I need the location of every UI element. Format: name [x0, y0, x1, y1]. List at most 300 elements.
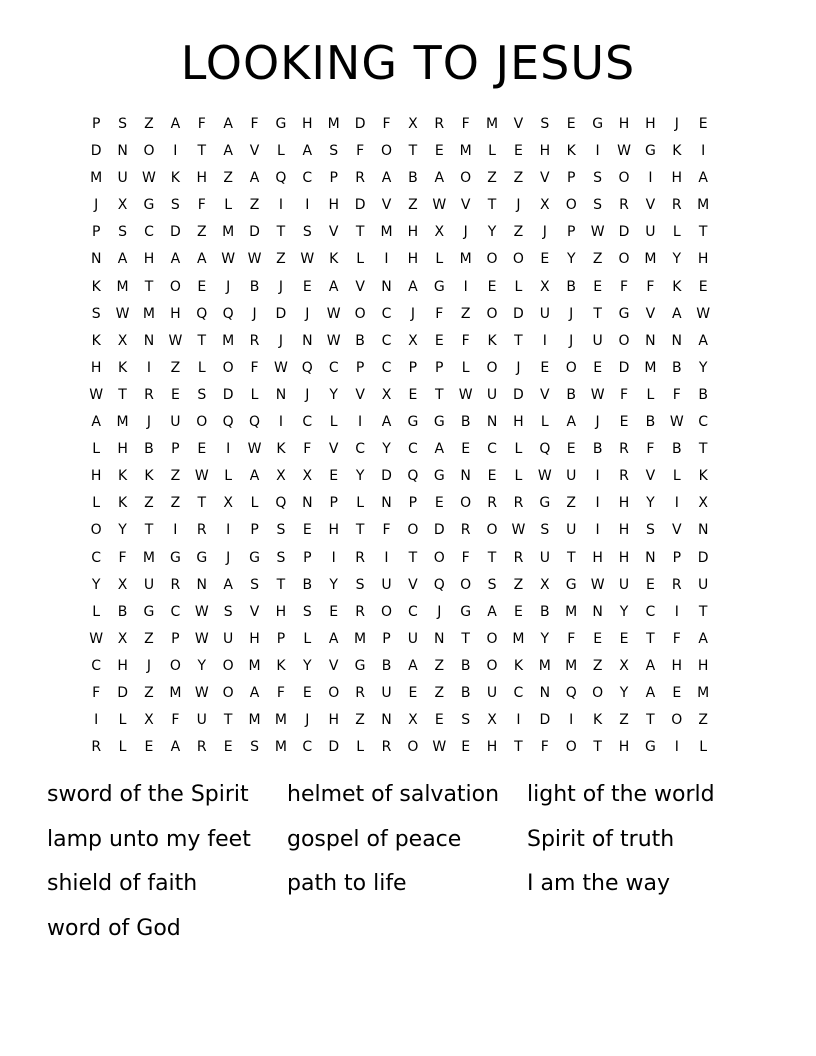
- grid-letter[interactable]: W: [617, 143, 631, 160]
- grid-letter[interactable]: H: [117, 657, 128, 674]
- grid-letter[interactable]: G: [249, 549, 260, 566]
- grid-letter[interactable]: W: [89, 386, 104, 403]
- grid-letter[interactable]: V: [355, 386, 365, 403]
- grid-letter[interactable]: V: [645, 305, 656, 322]
- grid-letter[interactable]: D: [513, 305, 524, 322]
- grid-letter[interactable]: S: [645, 522, 655, 539]
- grid-letter[interactable]: L: [118, 739, 127, 756]
- grid-letter[interactable]: L: [92, 495, 101, 512]
- grid-letter[interactable]: A: [645, 657, 656, 674]
- grid-letter[interactable]: A: [408, 657, 418, 674]
- grid-letter[interactable]: W: [326, 305, 341, 322]
- grid-letter[interactable]: W: [590, 224, 605, 241]
- grid-letter[interactable]: A: [249, 170, 260, 187]
- grid-letter[interactable]: S: [461, 712, 471, 729]
- grid-letter[interactable]: N: [434, 630, 445, 647]
- grid-letter[interactable]: U: [170, 414, 181, 431]
- grid-letter[interactable]: T: [223, 712, 233, 729]
- grid-letter[interactable]: M: [538, 657, 551, 674]
- grid-letter[interactable]: B: [698, 386, 708, 403]
- grid-letter[interactable]: W: [221, 251, 236, 268]
- grid-letter[interactable]: K: [487, 332, 497, 349]
- grid-letter[interactable]: Z: [249, 197, 260, 214]
- grid-letter[interactable]: O: [486, 305, 498, 322]
- grid-letter[interactable]: T: [514, 739, 523, 756]
- grid-letter[interactable]: O: [460, 170, 472, 187]
- grid-letter[interactable]: J: [516, 359, 521, 376]
- grid-letter[interactable]: U: [698, 576, 709, 593]
- grid-letter[interactable]: G: [433, 414, 445, 431]
- grid-letter[interactable]: W: [194, 630, 209, 647]
- grid-letter[interactable]: Z: [144, 630, 154, 647]
- grid-letter[interactable]: X: [408, 116, 418, 132]
- grid-letter[interactable]: R: [91, 739, 102, 756]
- grid-letter[interactable]: B: [592, 441, 603, 458]
- grid-letter[interactable]: M: [565, 657, 578, 674]
- grid-letter[interactable]: U: [566, 468, 577, 485]
- grid-letter[interactable]: T: [197, 143, 207, 160]
- grid-letter[interactable]: G: [539, 495, 551, 512]
- grid-letter[interactable]: G: [196, 549, 208, 566]
- grid-letter[interactable]: V: [381, 197, 392, 214]
- grid-letter[interactable]: W: [432, 197, 447, 214]
- grid-letter[interactable]: T: [434, 386, 444, 403]
- grid-letter[interactable]: L: [277, 143, 285, 160]
- grid-letter[interactable]: K: [144, 468, 154, 485]
- grid-letter[interactable]: N: [460, 468, 471, 485]
- grid-letter[interactable]: G: [275, 116, 287, 132]
- grid-letter[interactable]: A: [117, 251, 128, 268]
- grid-letter[interactable]: E: [197, 441, 207, 458]
- grid-letter[interactable]: Z: [619, 712, 629, 729]
- grid-letter[interactable]: Y: [698, 359, 708, 376]
- grid-letter[interactable]: F: [619, 386, 629, 403]
- grid-letter[interactable]: H: [407, 224, 419, 241]
- grid-letter[interactable]: Z: [592, 251, 603, 268]
- grid-letter[interactable]: E: [645, 576, 655, 593]
- grid-letter[interactable]: V: [645, 468, 656, 485]
- grid-letter[interactable]: A: [170, 116, 181, 132]
- grid-letter[interactable]: G: [644, 143, 656, 160]
- grid-letter[interactable]: K: [276, 441, 286, 458]
- grid-letter[interactable]: F: [118, 549, 127, 566]
- grid-letter[interactable]: O: [618, 332, 630, 349]
- grid-letter[interactable]: T: [197, 332, 207, 349]
- grid-letter[interactable]: S: [276, 549, 286, 566]
- grid-letter[interactable]: N: [381, 495, 392, 512]
- grid-letter[interactable]: C: [302, 170, 313, 187]
- grid-letter[interactable]: O: [512, 251, 524, 268]
- grid-letter[interactable]: K: [170, 170, 180, 187]
- grid-letter[interactable]: L: [435, 251, 444, 268]
- grid-letter[interactable]: Q: [275, 170, 287, 187]
- grid-letter[interactable]: I: [516, 712, 521, 729]
- grid-letter[interactable]: F: [672, 630, 681, 647]
- grid-letter[interactable]: E: [698, 116, 708, 132]
- grid-letter[interactable]: C: [513, 684, 524, 701]
- grid-letter[interactable]: S: [302, 603, 312, 620]
- grid-letter[interactable]: R: [513, 495, 524, 512]
- grid-letter[interactable]: L: [514, 441, 523, 458]
- grid-letter[interactable]: V: [460, 197, 471, 214]
- grid-letter[interactable]: Q: [196, 305, 208, 322]
- grid-letter[interactable]: W: [247, 251, 262, 268]
- grid-letter[interactable]: X: [540, 576, 550, 593]
- grid-letter[interactable]: M: [354, 630, 367, 647]
- grid-letter[interactable]: V: [408, 576, 418, 593]
- grid-letter[interactable]: F: [250, 359, 259, 376]
- grid-letter[interactable]: O: [565, 359, 577, 376]
- grid-letter[interactable]: B: [144, 441, 154, 458]
- grid-letter[interactable]: K: [672, 278, 682, 295]
- grid-letter[interactable]: V: [672, 522, 682, 539]
- grid-letter[interactable]: Y: [672, 251, 682, 268]
- grid-letter[interactable]: D: [618, 224, 630, 241]
- grid-letter[interactable]: G: [407, 414, 419, 431]
- grid-letter[interactable]: N: [381, 278, 392, 295]
- grid-letter[interactable]: E: [408, 684, 418, 701]
- grid-letter[interactable]: T: [461, 630, 470, 647]
- grid-letter[interactable]: M: [327, 116, 340, 132]
- grid-letter[interactable]: H: [328, 712, 339, 729]
- grid-letter[interactable]: G: [169, 549, 181, 566]
- grid-letter[interactable]: P: [382, 630, 391, 647]
- grid-letter[interactable]: C: [302, 414, 313, 431]
- grid-letter[interactable]: Y: [566, 251, 576, 268]
- grid-letter[interactable]: Y: [619, 603, 629, 620]
- grid-letter[interactable]: F: [646, 278, 655, 295]
- grid-letter[interactable]: W: [115, 305, 130, 322]
- grid-letter[interactable]: O: [618, 251, 630, 268]
- grid-letter[interactable]: M: [380, 224, 393, 241]
- grid-letter[interactable]: Q: [222, 305, 234, 322]
- grid-letter[interactable]: Z: [434, 684, 445, 701]
- grid-letter[interactable]: D: [381, 468, 392, 485]
- grid-letter[interactable]: U: [486, 386, 498, 403]
- grid-letter[interactable]: A: [698, 630, 708, 647]
- grid-letter[interactable]: Z: [698, 712, 708, 729]
- grid-letter[interactable]: E: [434, 143, 444, 160]
- grid-letter[interactable]: L: [356, 495, 364, 512]
- grid-letter[interactable]: O: [222, 657, 234, 674]
- grid-letter[interactable]: L: [92, 441, 101, 458]
- grid-letter[interactable]: T: [698, 441, 708, 458]
- grid-letter[interactable]: X: [540, 197, 550, 214]
- grid-letter[interactable]: H: [645, 116, 656, 132]
- grid-letter[interactable]: Z: [170, 468, 181, 485]
- grid-letter[interactable]: O: [565, 197, 577, 214]
- grid-letter[interactable]: M: [116, 278, 129, 295]
- grid-letter[interactable]: W: [194, 603, 209, 620]
- grid-letter[interactable]: H: [328, 197, 339, 214]
- grid-letter[interactable]: N: [539, 684, 551, 701]
- grid-letter[interactable]: J: [569, 305, 574, 322]
- grid-letter[interactable]: F: [92, 684, 101, 701]
- grid-letter[interactable]: S: [276, 522, 286, 539]
- grid-letter[interactable]: M: [697, 197, 710, 214]
- grid-letter[interactable]: K: [698, 468, 708, 485]
- grid-letter[interactable]: Y: [91, 576, 101, 593]
- grid-letter[interactable]: R: [196, 739, 207, 756]
- grid-letter[interactable]: M: [222, 224, 235, 241]
- grid-letter[interactable]: K: [329, 251, 339, 268]
- grid-letter[interactable]: H: [618, 549, 630, 566]
- grid-letter[interactable]: A: [328, 630, 339, 647]
- grid-letter[interactable]: F: [276, 684, 285, 701]
- grid-letter[interactable]: E: [540, 251, 550, 268]
- grid-letter[interactable]: E: [223, 739, 233, 756]
- grid-letter[interactable]: H: [302, 116, 313, 132]
- grid-letter[interactable]: S: [540, 116, 550, 132]
- grid-letter[interactable]: X: [117, 576, 128, 593]
- grid-letter[interactable]: K: [117, 468, 128, 485]
- grid-letter[interactable]: R: [381, 739, 392, 756]
- grid-letter[interactable]: L: [250, 386, 259, 403]
- grid-letter[interactable]: W: [89, 630, 104, 647]
- grid-letter[interactable]: O: [407, 739, 419, 756]
- grid-letter[interactable]: C: [144, 224, 154, 241]
- grid-letter[interactable]: M: [116, 414, 129, 431]
- grid-letter[interactable]: P: [91, 116, 101, 132]
- grid-letter[interactable]: K: [91, 278, 101, 295]
- grid-letter[interactable]: T: [118, 386, 127, 403]
- grid-letter[interactable]: E: [302, 522, 312, 539]
- grid-letter[interactable]: S: [118, 116, 128, 132]
- grid-letter[interactable]: P: [355, 359, 365, 376]
- grid-letter[interactable]: Q: [407, 468, 419, 485]
- grid-letter[interactable]: O: [380, 143, 392, 160]
- grid-letter[interactable]: O: [460, 576, 472, 593]
- grid-letter[interactable]: I: [674, 603, 679, 620]
- grid-letter[interactable]: U: [566, 522, 577, 539]
- grid-letter[interactable]: O: [380, 603, 392, 620]
- grid-letter[interactable]: M: [697, 684, 710, 701]
- grid-letter[interactable]: R: [144, 386, 154, 403]
- grid-letter[interactable]: F: [435, 305, 444, 322]
- grid-letter[interactable]: J: [516, 197, 521, 214]
- grid-letter[interactable]: X: [698, 495, 708, 512]
- grid-letter[interactable]: W: [432, 739, 447, 756]
- grid-letter[interactable]: S: [250, 576, 259, 593]
- grid-letter[interactable]: T: [487, 549, 497, 566]
- grid-letter[interactable]: I: [595, 143, 600, 160]
- grid-letter[interactable]: L: [92, 603, 101, 620]
- grid-letter[interactable]: T: [698, 603, 708, 620]
- grid-letter[interactable]: E: [197, 278, 207, 295]
- grid-letter[interactable]: W: [142, 170, 156, 187]
- grid-letter[interactable]: H: [328, 522, 339, 539]
- grid-letter[interactable]: H: [671, 657, 683, 674]
- grid-letter[interactable]: O: [460, 495, 472, 512]
- grid-letter[interactable]: L: [356, 739, 364, 756]
- grid-letter[interactable]: W: [300, 251, 315, 268]
- grid-letter[interactable]: N: [117, 143, 128, 160]
- grid-letter[interactable]: H: [486, 739, 498, 756]
- grid-letter[interactable]: Z: [223, 170, 233, 187]
- grid-letter[interactable]: L: [224, 468, 233, 485]
- grid-letter[interactable]: I: [305, 197, 310, 214]
- grid-letter[interactable]: K: [566, 143, 576, 160]
- grid-letter[interactable]: W: [326, 332, 341, 349]
- grid-letter[interactable]: B: [645, 414, 656, 431]
- grid-letter[interactable]: D: [354, 116, 366, 132]
- grid-letter[interactable]: V: [540, 386, 550, 403]
- grid-letter[interactable]: L: [118, 712, 127, 729]
- grid-letter[interactable]: U: [381, 576, 392, 593]
- grid-letter[interactable]: J: [674, 116, 679, 132]
- grid-letter[interactable]: S: [329, 143, 339, 160]
- grid-letter[interactable]: B: [302, 576, 313, 593]
- grid-letter[interactable]: S: [250, 739, 259, 756]
- grid-letter[interactable]: A: [223, 576, 233, 593]
- grid-letter[interactable]: R: [671, 576, 682, 593]
- grid-letter[interactable]: J: [226, 278, 231, 295]
- grid-letter[interactable]: Q: [249, 414, 261, 431]
- grid-letter[interactable]: W: [194, 468, 209, 485]
- grid-letter[interactable]: N: [645, 549, 656, 566]
- grid-letter[interactable]: N: [90, 251, 102, 268]
- grid-letter[interactable]: U: [381, 684, 392, 701]
- grid-letter[interactable]: H: [618, 739, 630, 756]
- grid-letter[interactable]: R: [355, 684, 365, 701]
- grid-letter[interactable]: R: [487, 495, 497, 512]
- grid-letter[interactable]: X: [276, 468, 286, 485]
- grid-letter[interactable]: M: [644, 359, 657, 376]
- grid-letter[interactable]: O: [222, 684, 234, 701]
- grid-letter[interactable]: G: [143, 603, 155, 620]
- grid-letter[interactable]: Z: [566, 495, 577, 512]
- grid-letter[interactable]: C: [302, 739, 313, 756]
- grid-letter[interactable]: W: [274, 359, 288, 376]
- grid-letter[interactable]: W: [247, 441, 262, 458]
- grid-letter[interactable]: D: [275, 305, 287, 322]
- grid-letter[interactable]: H: [671, 170, 683, 187]
- grid-letter[interactable]: C: [645, 603, 656, 620]
- grid-letter[interactable]: C: [355, 441, 365, 458]
- grid-letter[interactable]: H: [143, 251, 155, 268]
- grid-letter[interactable]: C: [487, 441, 497, 458]
- grid-letter[interactable]: H: [249, 630, 260, 647]
- grid-letter[interactable]: E: [434, 332, 444, 349]
- grid-letter[interactable]: F: [567, 630, 576, 647]
- grid-letter[interactable]: O: [328, 684, 340, 701]
- grid-letter[interactable]: U: [486, 684, 498, 701]
- grid-letter[interactable]: G: [354, 657, 366, 674]
- grid-letter[interactable]: W: [537, 468, 552, 485]
- grid-letter[interactable]: X: [408, 332, 418, 349]
- grid-letter[interactable]: Z: [144, 684, 154, 701]
- grid-letter[interactable]: O: [618, 170, 630, 187]
- grid-letter[interactable]: B: [355, 332, 365, 349]
- grid-letter[interactable]: E: [408, 386, 418, 403]
- grid-letter[interactable]: E: [434, 712, 444, 729]
- grid-letter[interactable]: B: [460, 657, 471, 674]
- grid-letter[interactable]: I: [463, 278, 468, 295]
- grid-letter[interactable]: J: [278, 332, 283, 349]
- grid-letter[interactable]: X: [408, 712, 418, 729]
- grid-letter[interactable]: N: [302, 332, 313, 349]
- grid-letter[interactable]: F: [356, 143, 365, 160]
- grid-letter[interactable]: T: [646, 630, 655, 647]
- grid-letter[interactable]: M: [142, 305, 156, 322]
- grid-letter[interactable]: M: [274, 712, 287, 729]
- grid-letter[interactable]: X: [144, 712, 154, 729]
- grid-letter[interactable]: U: [143, 576, 155, 593]
- grid-letter[interactable]: F: [197, 116, 206, 132]
- grid-letter[interactable]: C: [328, 359, 339, 376]
- grid-letter[interactable]: J: [278, 278, 283, 295]
- grid-letter[interactable]: T: [144, 278, 154, 295]
- grid-letter[interactable]: D: [618, 359, 630, 376]
- grid-letter[interactable]: I: [94, 712, 99, 729]
- grid-letter[interactable]: U: [407, 630, 418, 647]
- grid-letter[interactable]: M: [486, 116, 499, 132]
- grid-letter[interactable]: C: [381, 359, 392, 376]
- grid-letter[interactable]: I: [674, 495, 679, 512]
- grid-letter[interactable]: H: [592, 549, 603, 566]
- grid-letter[interactable]: H: [407, 251, 419, 268]
- grid-letter[interactable]: A: [170, 739, 181, 756]
- grid-letter[interactable]: J: [569, 332, 574, 349]
- grid-letter[interactable]: T: [646, 712, 655, 729]
- grid-letter[interactable]: L: [224, 197, 233, 214]
- grid-letter[interactable]: O: [143, 143, 155, 160]
- grid-letter[interactable]: Q: [433, 576, 445, 593]
- grid-letter[interactable]: H: [170, 305, 181, 322]
- grid-letter[interactable]: K: [276, 657, 286, 674]
- grid-letter[interactable]: R: [434, 116, 445, 132]
- grid-letter[interactable]: E: [487, 278, 497, 295]
- grid-letter[interactable]: G: [143, 197, 155, 214]
- grid-letter[interactable]: Y: [540, 630, 550, 647]
- grid-letter[interactable]: E: [514, 143, 523, 160]
- grid-letter[interactable]: Y: [329, 386, 338, 403]
- grid-letter[interactable]: I: [173, 522, 178, 539]
- grid-letter[interactable]: J: [305, 386, 310, 403]
- grid-letter[interactable]: H: [618, 522, 630, 539]
- grid-letter[interactable]: C: [91, 549, 102, 566]
- grid-letter[interactable]: E: [434, 495, 444, 512]
- grid-letter[interactable]: G: [644, 739, 656, 756]
- grid-letter[interactable]: I: [569, 712, 574, 729]
- grid-letter[interactable]: A: [91, 414, 101, 431]
- grid-letter[interactable]: O: [565, 739, 577, 756]
- grid-letter[interactable]: E: [514, 603, 523, 620]
- grid-letter[interactable]: U: [223, 630, 234, 647]
- grid-letter[interactable]: K: [593, 712, 603, 729]
- grid-letter[interactable]: S: [355, 576, 365, 593]
- grid-letter[interactable]: K: [117, 495, 128, 512]
- grid-letter[interactable]: R: [513, 549, 524, 566]
- grid-letter[interactable]: H: [117, 441, 128, 458]
- grid-letter[interactable]: A: [249, 684, 260, 701]
- grid-letter[interactable]: Y: [355, 468, 365, 485]
- grid-letter[interactable]: T: [487, 197, 497, 214]
- grid-letter[interactable]: M: [169, 684, 182, 701]
- grid-letter[interactable]: O: [592, 684, 604, 701]
- grid-letter[interactable]: A: [328, 278, 339, 295]
- grid-letter[interactable]: V: [513, 116, 524, 132]
- grid-letter[interactable]: E: [329, 468, 339, 485]
- grid-letter[interactable]: O: [169, 278, 181, 295]
- grid-letter[interactable]: D: [539, 712, 551, 729]
- grid-letter[interactable]: V: [249, 143, 260, 160]
- grid-letter[interactable]: F: [171, 712, 180, 729]
- grid-letter[interactable]: F: [250, 116, 259, 132]
- grid-letter[interactable]: P: [91, 224, 101, 241]
- grid-letter[interactable]: Z: [592, 657, 603, 674]
- grid-letter[interactable]: D: [90, 143, 102, 160]
